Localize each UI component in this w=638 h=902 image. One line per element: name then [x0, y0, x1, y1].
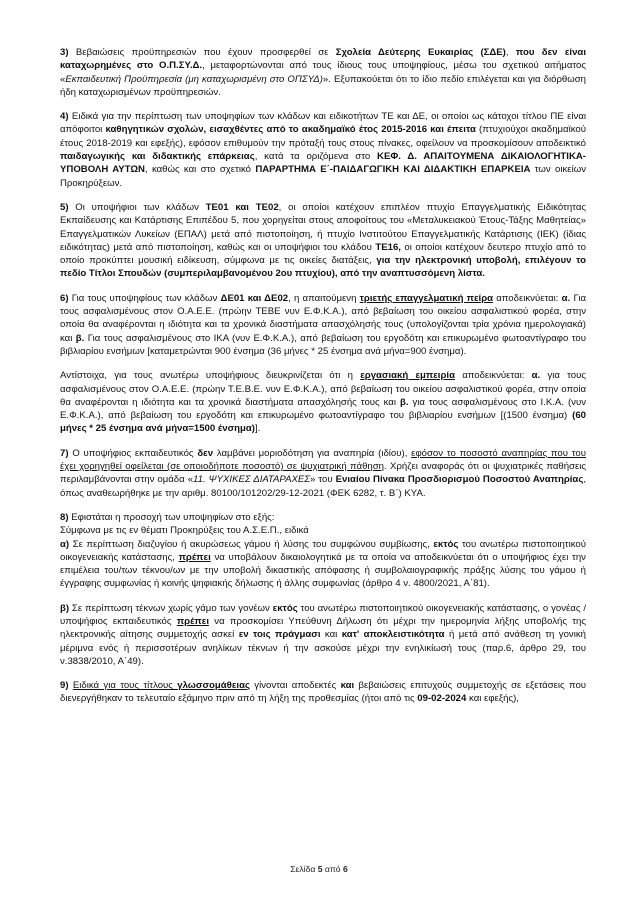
- text-run: Ο υποψήφιος εκπαιδευτικός: [68, 447, 198, 459]
- text-run: να υποβάλουν δικαιολογητικά με τα οποία να αποδεικνύεται ότι ο υποψήφιος έχει την επιμέλεια του/των τέκνου/ων με την υποβολή δικαστικής απόφασης ή συμβολαιογραφικής πράξης λύσης του γάμου ή έγγραφης συμφωνίας ή κοινής ψηφιακής δήλωσης ή άλλης συμφωνίας (άρθρο 4 ν. 4800/2021, Α΄81).: [60, 551, 586, 590]
- text-run: εφόσον το ποσοστό αναπηρίας που του έχει χορηγηθεί οφείλεται (σε οποιοδήποτε ποσοστό) σε ψυχιατρική πάθηση: [60, 447, 586, 473]
- text-run: και: [320, 629, 342, 641]
- text-run: Αντίστοιχα, για τους ανωτέρω υποψήφιους διευκρινίζεται ότι η: [60, 370, 361, 382]
- text-run: ].: [254, 423, 261, 435]
- text-run: εκτός: [433, 538, 459, 550]
- text-run: , η απαιτούμενη: [288, 292, 360, 304]
- text-run: για τους ασφαλισμένους στο Ι.Κ.Α. (νυν Ε.Φ.Κ.Α.), από βεβαίωση του εργοδότη και επικυρωμένο φωτοαντίγραφο του βιβλιαρίου ενσήμων [(1500 ένσημα): [60, 396, 587, 422]
- text-run: του ανωτέρω πιστοποιητικού οικογενειακής κατάστασης,: [60, 538, 586, 563]
- text-run: ΚΕΦ. Δ. ΑΠΑΙΤΟΥΜΕΝΑ ΔΙΚΑΙΟΛΟΓΗΤΙΚΑ-ΥΠΟΒΟΛΗ ΑΥΤΩΝ: [60, 151, 586, 176]
- text-run: (60 μήνες * 25 ένσημα ανά μήνα=1500 ένσημα): [60, 410, 586, 435]
- paragraph-item-5: [60, 201, 586, 281]
- text-run: 3): [60, 47, 69, 58]
- text-run: β): [60, 602, 70, 614]
- text-run: γίνονται αποδεκτές: [249, 680, 341, 692]
- text-run: , όπως αναθεωρήθηκε με την αριθμ. 80100/101202/29-12-2021 (ΦΕΚ 6282, τ. Β΄) ΚΥΑ.: [60, 474, 586, 499]
- text-run: κατ' αποκλειστικότητα: [341, 629, 445, 641]
- text-run: ΤΕ16,: [375, 241, 401, 253]
- text-run: βεβαιώσεις επιτυχούς συμμετοχής σε εξετάσεις που διενεργήθηκαν το τελευταίο εξάμηνο πριν από τη λήξη της προθεσμίας (ήτοι από τις: [60, 680, 587, 705]
- text-run: 09-02-2024: [417, 693, 467, 705]
- text-run: 8): [60, 511, 69, 523]
- text-run: ή μετά από ανάθεση τη γονική μέριμνα ενός ή περισσοτέρων ανηλίκων τέκνων ή την ασκούσε μέχρι την ενηλικίωσή τους (παρ.6, άρθρο 29, του ν.3838/2010, Α΄49).: [60, 629, 586, 667]
- text-run: β.: [75, 332, 85, 344]
- paragraph-item-8: [60, 511, 586, 524]
- text-run: Σε περίπτωση τέκνων χωρίς γάμο των γονέων: [69, 602, 273, 614]
- text-run: πρέπει: [176, 615, 209, 627]
- paragraph-item-3: [60, 46, 586, 99]
- text-run: Σε περίπτωση διαζυγίου ή ακυρώσεως γάμου ή λύσης του συμφώνου συμβίωσης,: [69, 538, 434, 550]
- text-run: α): [60, 538, 70, 550]
- text-run: λαμβάνει μοριοδότηση για αναπηρία (ιδίου),: [213, 447, 412, 459]
- paragraph-item-9: [60, 679, 586, 706]
- text-run: Για τους ασφαλισμένους στο ΙΚΑ (νυν Ε.Φ.Κ.Α.), από βεβαίωση του εργοδότη και επικυρωμένο φωτοαντίγραφο του βιβλιαρίου ενσήμων [καταμετρώνται 900 ένσημα (36 μήνες * 25 ένσημα ανά μήνα=900 ένσημα).: [60, 332, 587, 357]
- text-run: Εφιστάται η προσοχή των υποψηφίων στο εξής:: [68, 511, 275, 523]
- text-run: και εφεξής),: [466, 693, 519, 705]
- page-footer: [0, 863, 638, 876]
- text-run: για την ηλεκτρονική υποβολή, επιλέγουν το πεδίο Τίτλοι Σπουδών (συμπεριλαμβανομένου 2ου πτυχίου), από την αναπτυσσόμενη λίστα.: [60, 255, 586, 280]
- text-run: αποδεικνύεται:: [493, 292, 562, 304]
- text-run: α.: [531, 370, 541, 382]
- text-run: Σχολεία Δεύτερης Ευκαιρίας (ΣΔΕ): [335, 47, 506, 58]
- text-run: 4): [60, 111, 69, 123]
- text-run: ». Εξυπακούεται ότι το ίδιο πεδίο επιλέγεται και για διόρθωση ήδη καταχωρισμένων προϋπηρεσιών.: [60, 73, 586, 98]
- text-run: και: [340, 680, 355, 692]
- text-run: γλωσσομάθειας: [177, 680, 250, 692]
- text-run: (πτυχιούχοι ακαδημαϊκού έτους 2018-2019 και εφεξής), εφόσον επιθυμούν την πρόταξή τους στους πίνακες, οφείλουν να προσκομίσουν αποδεικτικό: [60, 124, 586, 149]
- page-number-current: 5: [317, 863, 323, 874]
- page-number-total: 6: [342, 863, 348, 874]
- text-run: β.: [399, 396, 409, 408]
- paragraph-item-7: [60, 447, 586, 500]
- document-body: [60, 46, 586, 706]
- paragraph-item-8-a: [60, 524, 586, 590]
- text-run: . Χρήζει αναφοράς ότι οι ψυχιατρικές παθήσεις περιλαμβάνονται στην ομάδα «: [60, 461, 586, 486]
- text-run: Για τους υποψηφίους των κλάδων: [68, 292, 221, 304]
- text-run: του ανωτέρω πιστοποιητικού οικογενειακής κατάστασης, ο γονέας /υποψήφιος εκπαιδευτικός: [60, 602, 586, 627]
- text-run: Σύμφωνα με τις εν θέματι Προκηρύξεις του Α.Σ.Ε.Π., ειδικά: [60, 525, 309, 537]
- paragraph-item-4: [60, 110, 586, 190]
- text-run: 7): [60, 447, 69, 459]
- text-run: , καθώς και στο σχετικό: [144, 164, 256, 176]
- text-run: Βεβαιώσεις προϋπηρεσιών που έχουν προσφερθεί σε: [68, 47, 336, 58]
- text-run: καθηγητικών σχολών, εισαχθέντες από το ακαδημαϊκό έτος 2015-2016 και έπειτα: [105, 124, 476, 136]
- text-run: εργασιακή εμπειρία: [360, 370, 455, 382]
- text-run: » του: [310, 474, 336, 486]
- text-run: , μεταφορτώνονται από τους ίδιους τους υποψηφίους, μέσω του σχετικού αιτήματος «: [60, 60, 586, 85]
- text-run: α.: [561, 292, 571, 304]
- footer-middle: από: [322, 863, 343, 874]
- text-run: , κατά τα οριζόμενα στο: [254, 151, 378, 163]
- text-run: ΠΑΡΑΡΤΗΜΑ Ε΄-ΠΑΙΔΑΓΩΓΙΚΗ ΚΑΙ ΔΙΔΑΚΤΙΚΗ ΕΠΑΡΚΕΙΑ: [255, 164, 531, 176]
- text-run: παιδαγωγικής και διδακτικής επάρκειας: [60, 151, 255, 163]
- text-run: για τους ασφαλισμένους στον Ο.Α.Ε.Ε. (πρώην Τ.Ε.Β.Ε. νυν Ε.Φ.Κ.Α.), από βεβαίωση του οικείου ασφαλιστικού φορέα, στην οποία θα αναφέρονται η ιδιότητα και τα χρονικά διαστήματα απασχόλησής τους και: [60, 370, 586, 408]
- text-run: Ειδικά για την περίπτωση των υποψηφίων των κλάδων και ειδικοτήτων ΤΕ και ΔΕ, οι οποίοι ως κάτοχοι τίτλου ΠΕ είναι απόφοιτοι: [60, 111, 586, 136]
- text-run: Εκπαιδευτική Προϋπηρεσία (μη καταχωρισμένη στο ΟΠΣΥΔ): [65, 73, 323, 85]
- text-run: 6): [60, 292, 69, 304]
- text-run: 5): [60, 201, 69, 213]
- text-run: Για τους ασφαλισμένους στον Ο.Α.Ε.Ε. (πρώην ΤΕΒΕ νυν Ε.Φ.Κ.Α.), από βεβαίωση του οικείου ασφαλιστικού φορέα, στην οποία θα αναφέρονται η ιδιότητα και τα χρονικά διαστήματα απασχόλησής τους (υπολογίζονται τρία χρόνια ημερολογιακά) και: [60, 292, 587, 344]
- text-run: ΤΕ01 και ΤΕ02: [205, 201, 279, 213]
- text-run: οι οποίοι κατέχουν δευτερο πτυχίο από το οποίο προκύπτει μουσική ειδίκευση, σύμφωνα με τις οικείες διατάξεις,: [60, 241, 586, 267]
- text-run: Οι υποψήφιοι των κλάδων: [68, 201, 206, 213]
- text-run: 9): [60, 680, 69, 692]
- paragraph-item-6: [60, 292, 586, 358]
- text-run: δεν: [197, 447, 214, 459]
- paragraph-item-8-b: [60, 602, 586, 668]
- text-run: να προσκομίσει Υπεύθυνη Δήλωση ότι μέχρι την ημερομηνία λήξης υποβολής της ηλεκτρονικής αίτησης συμμετοχής ασκεί: [60, 615, 586, 641]
- text-run: ΔΕ01 και ΔΕ02: [220, 292, 289, 304]
- text-run: τριετής επαγγελματική πείρα: [359, 292, 494, 304]
- text-run: Ειδικά για τους τίτλους: [72, 680, 178, 692]
- text-run: πρέπει: [178, 551, 211, 563]
- text-run: αποδεικνύεται:: [454, 370, 532, 382]
- text-run: εκτός: [272, 602, 298, 614]
- text-run: που δεν είναι καταχωρημένες στο Ο.Π.ΣΥ.Δ.: [60, 47, 586, 72]
- paragraph-item-6-cont: [60, 369, 586, 435]
- text-run: Ενιαίου Πίνακα Προσδιορισμού Ποσοστού Αναπηρίας: [335, 474, 584, 486]
- footer-prefix: Σελίδα: [290, 863, 318, 874]
- text-run: εν τοις πράγμασι: [238, 629, 321, 641]
- text-run: ,: [505, 47, 516, 58]
- text-run: 11. ΨΥΧΙΚΕΣ ΔΙΑΤΑΡΑΧΕΣ: [193, 474, 311, 486]
- text-run: των οικείων Προκηρύξεων.: [60, 164, 586, 189]
- text-run: , οι οποίοι κατέχουν επιπλέον πτυχίο Επαγγελματικής Ειδικότητας Εκπαίδευσης και Κατάρτισης Επιπέδου 5, που χορηγείται στους αποφοίτους του «Μεταλυκειακού Έτους-Τάξης Μαθητείας» Επαγγελματικών Λυκείων (ΕΠΑΛ) μετά από πιστοποίηση, ή πτυχίο Ινστιτούτου Επαγγελματικής Κατάρτισης (ΙΕΚ) (ίδιας ειδικότητας) μετά από πιστοποίηση, καθώς και οι υποψήφιοι του κλάδου: [60, 201, 586, 253]
